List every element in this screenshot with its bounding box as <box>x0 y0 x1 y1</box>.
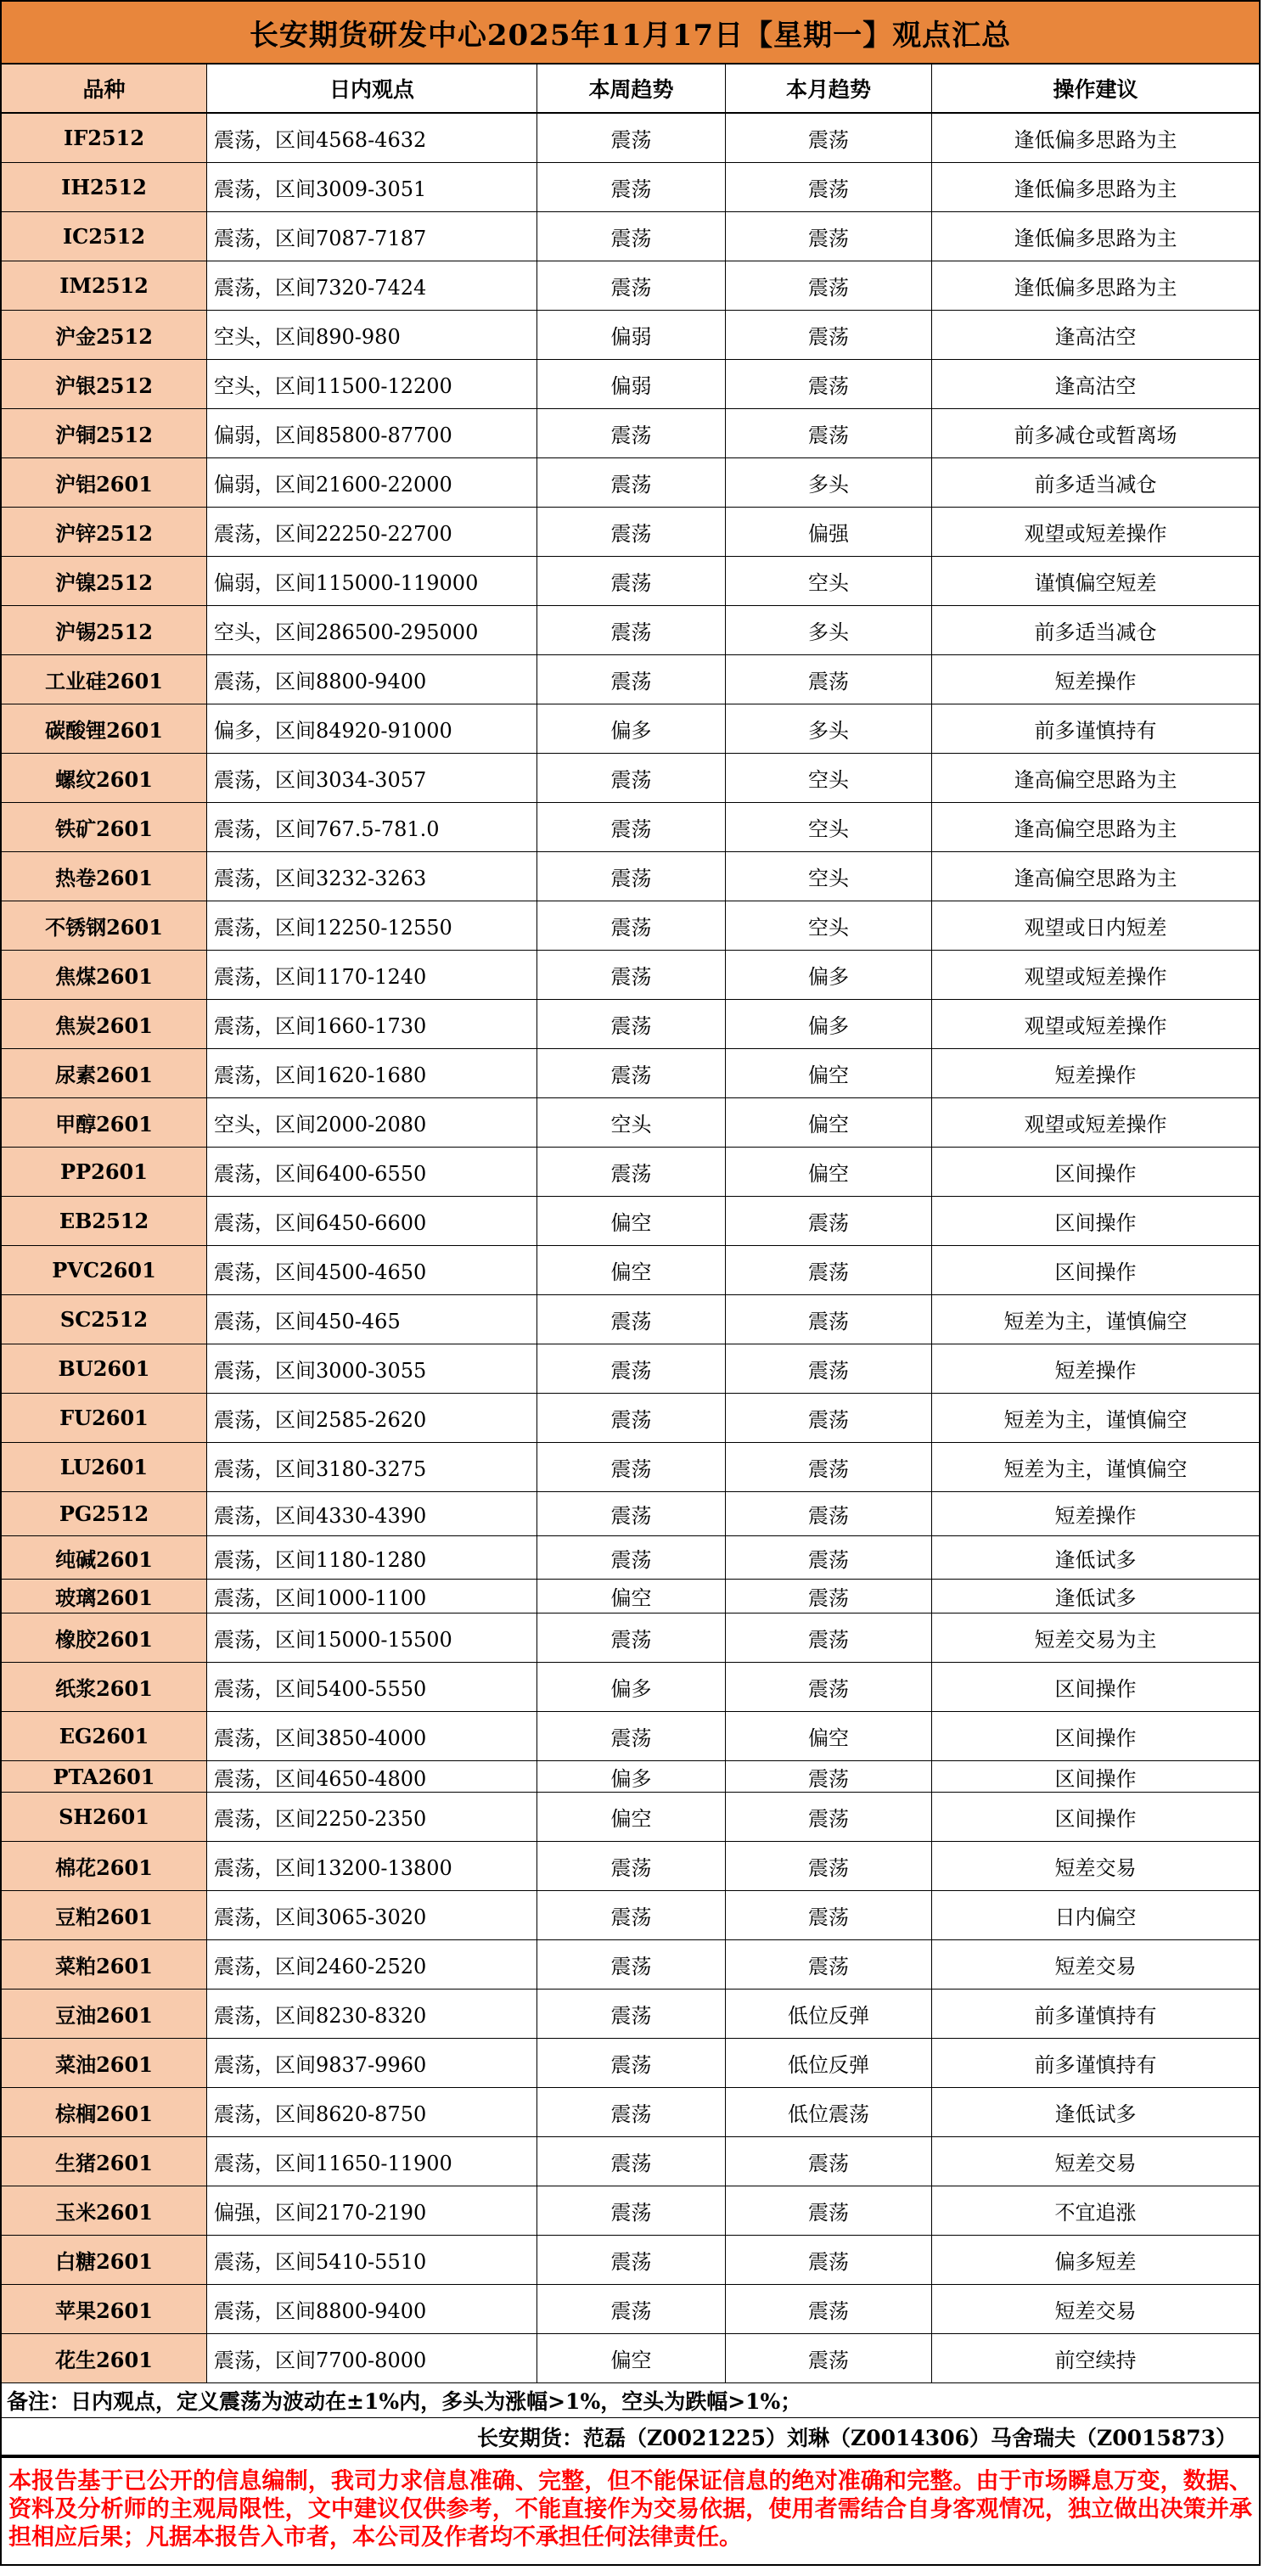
table-row <box>2 852 1259 901</box>
intraday-cell: 震荡，区间8800-9400 <box>207 655 537 704</box>
intraday-cell: 偏弱，区间85800-87700 <box>207 409 537 457</box>
table-row <box>2 409 1259 458</box>
intraday-cell: 震荡，区间6450-6600 <box>207 1197 537 1245</box>
intraday-cell: 震荡，区间1660-1730 <box>207 1000 537 1048</box>
advice-cell: 区间操作 <box>1054 1766 1137 1791</box>
intraday-cell: 震荡，区间8800-9400 <box>207 2285 537 2333</box>
table-row <box>2 1049 1259 1098</box>
table-row <box>2 1246 1259 1295</box>
variety-cell: 铁矿2601 <box>2 803 207 851</box>
table-row <box>2 1197 1259 1246</box>
intraday-cell: 震荡，区间15000-15500 <box>207 1614 537 1662</box>
table-row <box>2 1842 1259 1891</box>
advice-cell: 短差操作 <box>1054 1064 1137 1087</box>
week-trend-cell: 震荡 <box>537 852 726 901</box>
month-trend-cell: 震荡 <box>726 1536 932 1579</box>
table-row <box>2 1614 1259 1663</box>
week-trend-cell: 震荡 <box>537 655 726 704</box>
advice-cell: 区间操作 <box>1054 1260 1137 1284</box>
week-trend-cell: 震荡 <box>537 1295 726 1344</box>
month-trend-cell: 震荡 <box>726 163 932 211</box>
week-trend-cell: 震荡 <box>537 261 726 310</box>
week-trend-cell: 偏空 <box>537 1580 726 1613</box>
intraday-cell: 震荡，区间6400-6550 <box>207 1148 537 1196</box>
intraday-cell: 空头，区间286500-295000 <box>207 606 537 654</box>
table-header-row <box>2 65 1259 114</box>
variety-cell: 甲醇2601 <box>2 1098 207 1147</box>
week-trend-cell: 震荡 <box>537 458 726 507</box>
advice-cell: 短差为主，谨慎偏空 <box>1003 1408 1188 1432</box>
variety-cell: 生猪2601 <box>2 2137 207 2186</box>
week-trend-cell: 震荡 <box>537 2088 726 2136</box>
advice-cell: 逢低试多 <box>1054 1547 1137 1572</box>
intraday-cell: 震荡，区间7087-7187 <box>207 212 537 261</box>
week-trend-cell: 震荡 <box>537 212 726 261</box>
week-trend-cell: 震荡 <box>537 1000 726 1048</box>
advice-cell: 逢低试多 <box>1054 2102 1137 2126</box>
disclaimer-box <box>0 2456 1261 2566</box>
column-header-variety: 品种 <box>2 65 207 112</box>
table-row <box>2 901 1259 951</box>
variety-cell: 沪镍2512 <box>2 557 207 605</box>
footnote-row <box>2 2383 1259 2418</box>
column-header-intraday: 日内观点 <box>207 65 537 112</box>
table-row <box>2 951 1259 1000</box>
table-row <box>2 803 1259 852</box>
month-trend-cell: 震荡 <box>726 1793 932 1841</box>
advice-cell: 短差为主，谨慎偏空 <box>1003 1310 1188 1333</box>
advice-cell: 逢低试多 <box>1054 1586 1137 1610</box>
month-trend-cell: 低位震荡 <box>726 2088 932 2136</box>
intraday-cell: 震荡，区间4568-4632 <box>207 114 537 162</box>
advice-cell: 偏多短差 <box>1054 2250 1137 2274</box>
month-trend-cell: 震荡 <box>726 311 932 359</box>
advice-cell: 短差操作 <box>1054 1504 1137 1528</box>
advice-cell: 短差操作 <box>1054 670 1137 693</box>
advice-cell: 前多谨慎持有 <box>1034 719 1157 743</box>
variety-cell: 玉米2601 <box>2 2186 207 2235</box>
intraday-cell: 震荡，区间2585-2620 <box>207 1394 537 1442</box>
variety-cell: 工业硅2601 <box>2 655 207 704</box>
intraday-cell: 空头，区间2000-2080 <box>207 1098 537 1147</box>
advice-cell: 区间操作 <box>1054 1211 1137 1235</box>
month-trend-cell: 震荡 <box>726 360 932 408</box>
variety-cell: 沪锌2512 <box>2 508 207 556</box>
advice-cell: 逢低偏多思路为主 <box>1014 276 1177 300</box>
variety-cell: 螺纹2601 <box>2 754 207 802</box>
intraday-cell: 震荡，区间3180-3275 <box>207 1443 537 1491</box>
month-trend-cell: 震荡 <box>726 1761 932 1792</box>
intraday-cell: 震荡，区间3034-3057 <box>207 754 537 802</box>
advice-cell: 逢高偏空思路为主 <box>1014 817 1177 841</box>
month-trend-cell: 震荡 <box>726 655 932 704</box>
month-trend-cell: 震荡 <box>726 1842 932 1890</box>
month-trend-cell: 震荡 <box>726 2186 932 2235</box>
month-trend-cell: 空头 <box>726 852 932 901</box>
column-header-month: 本月趋势 <box>726 65 932 112</box>
table-row <box>2 1940 1259 1990</box>
table-row <box>2 1891 1259 1940</box>
advice-cell: 逢高偏空思路为主 <box>1014 768 1177 792</box>
advice-cell: 逢高偏空思路为主 <box>1014 867 1177 890</box>
month-trend-cell: 震荡 <box>726 1663 932 1711</box>
month-trend-cell: 低位反弹 <box>726 1990 932 2038</box>
week-trend-cell: 偏多 <box>537 704 726 753</box>
month-trend-cell: 震荡 <box>726 409 932 457</box>
table-row <box>2 1536 1259 1580</box>
table-row <box>2 655 1259 704</box>
intraday-cell: 震荡，区间9837-9960 <box>207 2039 537 2087</box>
intraday-cell: 震荡，区间450-465 <box>207 1295 537 1344</box>
variety-cell: PTA2601 <box>2 1761 207 1792</box>
intraday-cell: 震荡，区间7320-7424 <box>207 261 537 310</box>
month-trend-cell: 空头 <box>726 803 932 851</box>
variety-cell: PG2512 <box>2 1492 207 1535</box>
table-row <box>2 704 1259 754</box>
table-row <box>2 606 1259 655</box>
analyst-text: 长安期货：范磊（Z0021225）刘琳（Z0014306）马舍瑞夫（Z0015873） <box>476 2425 1237 2450</box>
table-row <box>2 2334 1259 2383</box>
variety-cell: IF2512 <box>2 114 207 162</box>
table-row <box>2 2285 1259 2334</box>
intraday-cell: 空头，区间890-980 <box>207 311 537 359</box>
intraday-cell: 震荡，区间3000-3055 <box>207 1344 537 1393</box>
table-row <box>2 1990 1259 2039</box>
advice-cell: 短差操作 <box>1054 1359 1137 1383</box>
month-trend-cell: 震荡 <box>726 1394 932 1442</box>
week-trend-cell: 震荡 <box>537 1940 726 1989</box>
intraday-cell: 震荡，区间8230-8320 <box>207 1990 537 2038</box>
variety-cell: SH2601 <box>2 1793 207 1841</box>
variety-cell: 菜粕2601 <box>2 1940 207 1989</box>
table-row <box>2 1663 1259 1712</box>
table-row <box>2 2088 1259 2137</box>
table-row <box>2 1098 1259 1148</box>
table-row <box>2 311 1259 360</box>
variety-cell: 豆粕2601 <box>2 1891 207 1939</box>
table-row <box>2 2186 1259 2236</box>
month-trend-cell: 多头 <box>726 606 932 654</box>
table-body <box>2 114 1259 2383</box>
month-trend-cell: 震荡 <box>726 2137 932 2186</box>
variety-cell: EB2512 <box>2 1197 207 1245</box>
table-row <box>2 2039 1259 2088</box>
variety-cell: 沪铜2512 <box>2 409 207 457</box>
variety-cell: 花生2601 <box>2 2334 207 2382</box>
table-row <box>2 1580 1259 1614</box>
variety-cell: FU2601 <box>2 1394 207 1442</box>
intraday-cell: 震荡，区间4500-4650 <box>207 1246 537 1294</box>
intraday-cell: 震荡，区间4330-4390 <box>207 1492 537 1535</box>
variety-cell: 不锈钢2601 <box>2 901 207 950</box>
report-title: 长安期货研发中心2025年11月17日【星期一】观点汇总 <box>249 18 1012 53</box>
intraday-cell: 震荡，区间4650-4800 <box>207 1761 537 1792</box>
intraday-cell: 震荡，区间1620-1680 <box>207 1049 537 1097</box>
advice-cell: 日内偏空 <box>1054 1905 1137 1929</box>
month-trend-cell: 偏空 <box>726 1049 932 1097</box>
week-trend-cell: 震荡 <box>537 2137 726 2186</box>
month-trend-cell: 偏空 <box>726 1712 932 1760</box>
table-row <box>2 1712 1259 1761</box>
table-row <box>2 458 1259 508</box>
variety-cell: IC2512 <box>2 212 207 261</box>
table-row <box>2 1344 1259 1394</box>
week-trend-cell: 偏多 <box>537 1663 726 1711</box>
table-row <box>2 2137 1259 2186</box>
advice-cell: 逢高沽空 <box>1054 374 1137 398</box>
week-trend-cell: 震荡 <box>537 606 726 654</box>
table-row <box>2 261 1259 311</box>
variety-cell: 豆油2601 <box>2 1990 207 2038</box>
variety-cell: 苹果2601 <box>2 2285 207 2333</box>
week-trend-cell: 震荡 <box>537 1148 726 1196</box>
intraday-cell: 偏弱，区间115000-119000 <box>207 557 537 605</box>
advice-cell: 区间操作 <box>1054 1807 1137 1831</box>
month-trend-cell: 震荡 <box>726 1891 932 1939</box>
variety-cell: 尿素2601 <box>2 1049 207 1097</box>
month-trend-cell: 偏强 <box>726 508 932 556</box>
advice-cell: 观望或短差操作 <box>1024 1014 1167 1038</box>
week-trend-cell: 震荡 <box>537 1049 726 1097</box>
week-trend-cell: 震荡 <box>537 2236 726 2284</box>
disclaimer-text: 本报告基于已公开的信息编制，我司力求信息准确、完整，但不能保证信息的绝对准确和完整。由于市场瞬息万变，数据、资料及分析师的主观局限性，文中建议仅供参考，不能直接作为交易依据，使用者需结合自身客观情况，独立做出决策并承担相应后果；凡据本报告入市者，本公司及作者均不承担任何法律责任。 <box>8 2468 1252 2551</box>
advice-cell: 逢低偏多思路为主 <box>1014 128 1177 152</box>
table-row <box>2 754 1259 803</box>
variety-cell: 沪锡2512 <box>2 606 207 654</box>
table-row <box>2 1793 1259 1842</box>
week-trend-cell: 震荡 <box>537 114 726 162</box>
week-trend-cell: 震荡 <box>537 1394 726 1442</box>
month-trend-cell: 空头 <box>726 901 932 950</box>
advice-cell: 逢低偏多思路为主 <box>1014 227 1177 250</box>
month-trend-cell: 多头 <box>726 458 932 507</box>
advice-cell: 前多减仓或暂离场 <box>1014 424 1177 447</box>
variety-cell: BU2601 <box>2 1344 207 1393</box>
intraday-cell: 震荡，区间1170-1240 <box>207 951 537 999</box>
week-trend-cell: 震荡 <box>537 1614 726 1662</box>
title-banner <box>2 2 1259 65</box>
variety-cell: IH2512 <box>2 163 207 211</box>
week-trend-cell: 偏空 <box>537 1793 726 1841</box>
analyst-row <box>2 2418 1259 2455</box>
week-trend-cell: 偏弱 <box>537 360 726 408</box>
variety-cell: 热卷2601 <box>2 852 207 901</box>
advice-cell: 观望或短差操作 <box>1024 522 1167 546</box>
month-trend-cell: 偏空 <box>726 1148 932 1196</box>
week-trend-cell: 偏弱 <box>537 311 726 359</box>
intraday-cell: 震荡，区间3009-3051 <box>207 163 537 211</box>
week-trend-cell: 震荡 <box>537 1891 726 1939</box>
table-row <box>2 1000 1259 1049</box>
advice-cell: 观望或日内短差 <box>1024 916 1167 940</box>
variety-cell: 沪银2512 <box>2 360 207 408</box>
week-trend-cell: 震荡 <box>537 754 726 802</box>
week-trend-cell: 震荡 <box>537 1712 726 1760</box>
month-trend-cell: 震荡 <box>726 1580 932 1613</box>
month-trend-cell: 震荡 <box>726 261 932 310</box>
week-trend-cell: 震荡 <box>537 803 726 851</box>
variety-cell: 沪铝2601 <box>2 458 207 507</box>
intraday-cell: 震荡，区间7700-8000 <box>207 2334 537 2382</box>
intraday-cell: 震荡，区间3232-3263 <box>207 852 537 901</box>
variety-cell: 白糖2601 <box>2 2236 207 2284</box>
intraday-cell: 偏强，区间2170-2190 <box>207 2186 537 2235</box>
variety-cell: EG2601 <box>2 1712 207 1760</box>
week-trend-cell: 震荡 <box>537 2039 726 2087</box>
month-trend-cell: 震荡 <box>726 212 932 261</box>
week-trend-cell: 震荡 <box>537 2186 726 2235</box>
week-trend-cell: 震荡 <box>537 508 726 556</box>
advice-cell: 短差交易 <box>1054 2299 1137 2323</box>
advice-cell: 不宜追涨 <box>1054 2201 1137 2225</box>
table-row <box>2 1761 1259 1793</box>
advice-cell: 前多适当减仓 <box>1034 473 1157 497</box>
advice-cell: 前多适当减仓 <box>1034 620 1157 644</box>
variety-cell: PVC2601 <box>2 1246 207 1294</box>
variety-cell: SC2512 <box>2 1295 207 1344</box>
footnote-text: 备注：日内观点，定义震荡为波动在±1%内，多头为涨幅>1%，空头为跌幅>1%； <box>7 2389 802 2414</box>
variety-cell: 玻璃2601 <box>2 1580 207 1613</box>
table-row <box>2 1492 1259 1536</box>
week-trend-cell: 震荡 <box>537 2285 726 2333</box>
week-trend-cell: 震荡 <box>537 901 726 950</box>
table-row <box>2 1394 1259 1443</box>
advice-cell: 区间操作 <box>1054 1162 1137 1186</box>
advice-cell: 前多谨慎持有 <box>1034 2053 1157 2077</box>
intraday-cell: 震荡，区间1180-1280 <box>207 1536 537 1579</box>
intraday-cell: 震荡，区间3065-3020 <box>207 1891 537 1939</box>
variety-cell: 纯碱2601 <box>2 1536 207 1579</box>
week-trend-cell: 偏空 <box>537 1197 726 1245</box>
week-trend-cell: 震荡 <box>537 1492 726 1535</box>
week-trend-cell: 震荡 <box>537 1344 726 1393</box>
variety-cell: 沪金2512 <box>2 311 207 359</box>
advice-cell: 短差交易 <box>1054 2152 1137 2175</box>
intraday-cell: 震荡，区间22250-22700 <box>207 508 537 556</box>
advice-cell: 逢低偏多思路为主 <box>1014 177 1177 201</box>
table-row <box>2 1148 1259 1197</box>
week-trend-cell: 震荡 <box>537 951 726 999</box>
table-row <box>2 1443 1259 1492</box>
table-row <box>2 212 1259 261</box>
advice-cell: 观望或短差操作 <box>1024 1113 1167 1136</box>
variety-cell: 焦煤2601 <box>2 951 207 999</box>
table-row <box>2 508 1259 557</box>
month-trend-cell: 震荡 <box>726 1443 932 1491</box>
table-row <box>2 163 1259 212</box>
week-trend-cell: 震荡 <box>537 409 726 457</box>
month-trend-cell: 震荡 <box>726 2285 932 2333</box>
week-trend-cell: 震荡 <box>537 1842 726 1890</box>
column-header-week: 本周趋势 <box>537 65 726 112</box>
advice-cell: 逢高沽空 <box>1054 325 1137 349</box>
week-trend-cell: 震荡 <box>537 1443 726 1491</box>
intraday-cell: 偏弱，区间21600-22000 <box>207 458 537 507</box>
intraday-cell: 偏多，区间84920-91000 <box>207 704 537 753</box>
month-trend-cell: 震荡 <box>726 1295 932 1344</box>
advice-cell: 谨慎偏空短差 <box>1034 571 1157 595</box>
intraday-cell: 震荡，区间3850-4000 <box>207 1712 537 1760</box>
variety-cell: 橡胶2601 <box>2 1614 207 1662</box>
advice-cell: 区间操作 <box>1054 1726 1137 1750</box>
advice-cell: 短差交易 <box>1054 1856 1137 1880</box>
table-row <box>2 2236 1259 2285</box>
week-trend-cell: 震荡 <box>537 163 726 211</box>
week-trend-cell: 偏多 <box>537 1761 726 1792</box>
month-trend-cell: 空头 <box>726 754 932 802</box>
intraday-cell: 震荡，区间5410-5510 <box>207 2236 537 2284</box>
intraday-cell: 震荡，区间767.5-781.0 <box>207 803 537 851</box>
week-trend-cell: 震荡 <box>537 1990 726 2038</box>
column-header-advice: 操作建议 <box>932 65 1259 112</box>
advice-cell: 前多谨慎持有 <box>1034 2004 1157 2028</box>
intraday-cell: 震荡，区间1000-1100 <box>207 1580 537 1613</box>
advice-cell: 短差为主，谨慎偏空 <box>1003 1457 1188 1481</box>
week-trend-cell: 震荡 <box>537 557 726 605</box>
table-row <box>2 114 1259 163</box>
advice-cell: 短差交易 <box>1054 1955 1137 1978</box>
intraday-cell: 震荡，区间13200-13800 <box>207 1842 537 1890</box>
intraday-cell: 震荡，区间12250-12550 <box>207 901 537 950</box>
month-trend-cell: 多头 <box>726 704 932 753</box>
month-trend-cell: 震荡 <box>726 1246 932 1294</box>
month-trend-cell: 震荡 <box>726 2236 932 2284</box>
advice-cell: 区间操作 <box>1054 1677 1137 1701</box>
month-trend-cell: 偏多 <box>726 1000 932 1048</box>
week-trend-cell: 偏空 <box>537 2334 726 2382</box>
variety-cell: PP2601 <box>2 1148 207 1196</box>
advice-cell: 观望或短差操作 <box>1024 965 1167 989</box>
advice-cell: 前空续持 <box>1054 2349 1137 2372</box>
intraday-cell: 空头，区间11500-12200 <box>207 360 537 408</box>
advice-cell: 短差交易为主 <box>1034 1628 1157 1652</box>
variety-cell: IM2512 <box>2 261 207 310</box>
variety-cell: 棉花2601 <box>2 1842 207 1890</box>
month-trend-cell: 空头 <box>726 557 932 605</box>
table-row <box>2 360 1259 409</box>
intraday-cell: 震荡，区间2460-2520 <box>207 1940 537 1989</box>
variety-cell: 焦炭2601 <box>2 1000 207 1048</box>
month-trend-cell: 震荡 <box>726 2334 932 2382</box>
variety-cell: LU2601 <box>2 1443 207 1491</box>
variety-cell: 棕榈2601 <box>2 2088 207 2136</box>
week-trend-cell: 空头 <box>537 1098 726 1147</box>
variety-cell: 菜油2601 <box>2 2039 207 2087</box>
variety-cell: 纸浆2601 <box>2 1663 207 1711</box>
month-trend-cell: 震荡 <box>726 1492 932 1535</box>
week-trend-cell: 偏空 <box>537 1246 726 1294</box>
intraday-cell: 震荡，区间8620-8750 <box>207 2088 537 2136</box>
table-row <box>2 1295 1259 1344</box>
month-trend-cell: 震荡 <box>726 1344 932 1393</box>
week-trend-cell: 震荡 <box>537 1536 726 1579</box>
month-trend-cell: 偏空 <box>726 1098 932 1147</box>
month-trend-cell: 偏多 <box>726 951 932 999</box>
month-trend-cell: 震荡 <box>726 114 932 162</box>
month-trend-cell: 震荡 <box>726 1614 932 1662</box>
intraday-cell: 震荡，区间11650-11900 <box>207 2137 537 2186</box>
intraday-cell: 震荡，区间5400-5550 <box>207 1663 537 1711</box>
month-trend-cell: 震荡 <box>726 1197 932 1245</box>
variety-cell: 碳酸锂2601 <box>2 704 207 753</box>
month-trend-cell: 低位反弹 <box>726 2039 932 2087</box>
intraday-cell: 震荡，区间2250-2350 <box>207 1793 537 1841</box>
month-trend-cell: 震荡 <box>726 1940 932 1989</box>
table-row <box>2 557 1259 606</box>
